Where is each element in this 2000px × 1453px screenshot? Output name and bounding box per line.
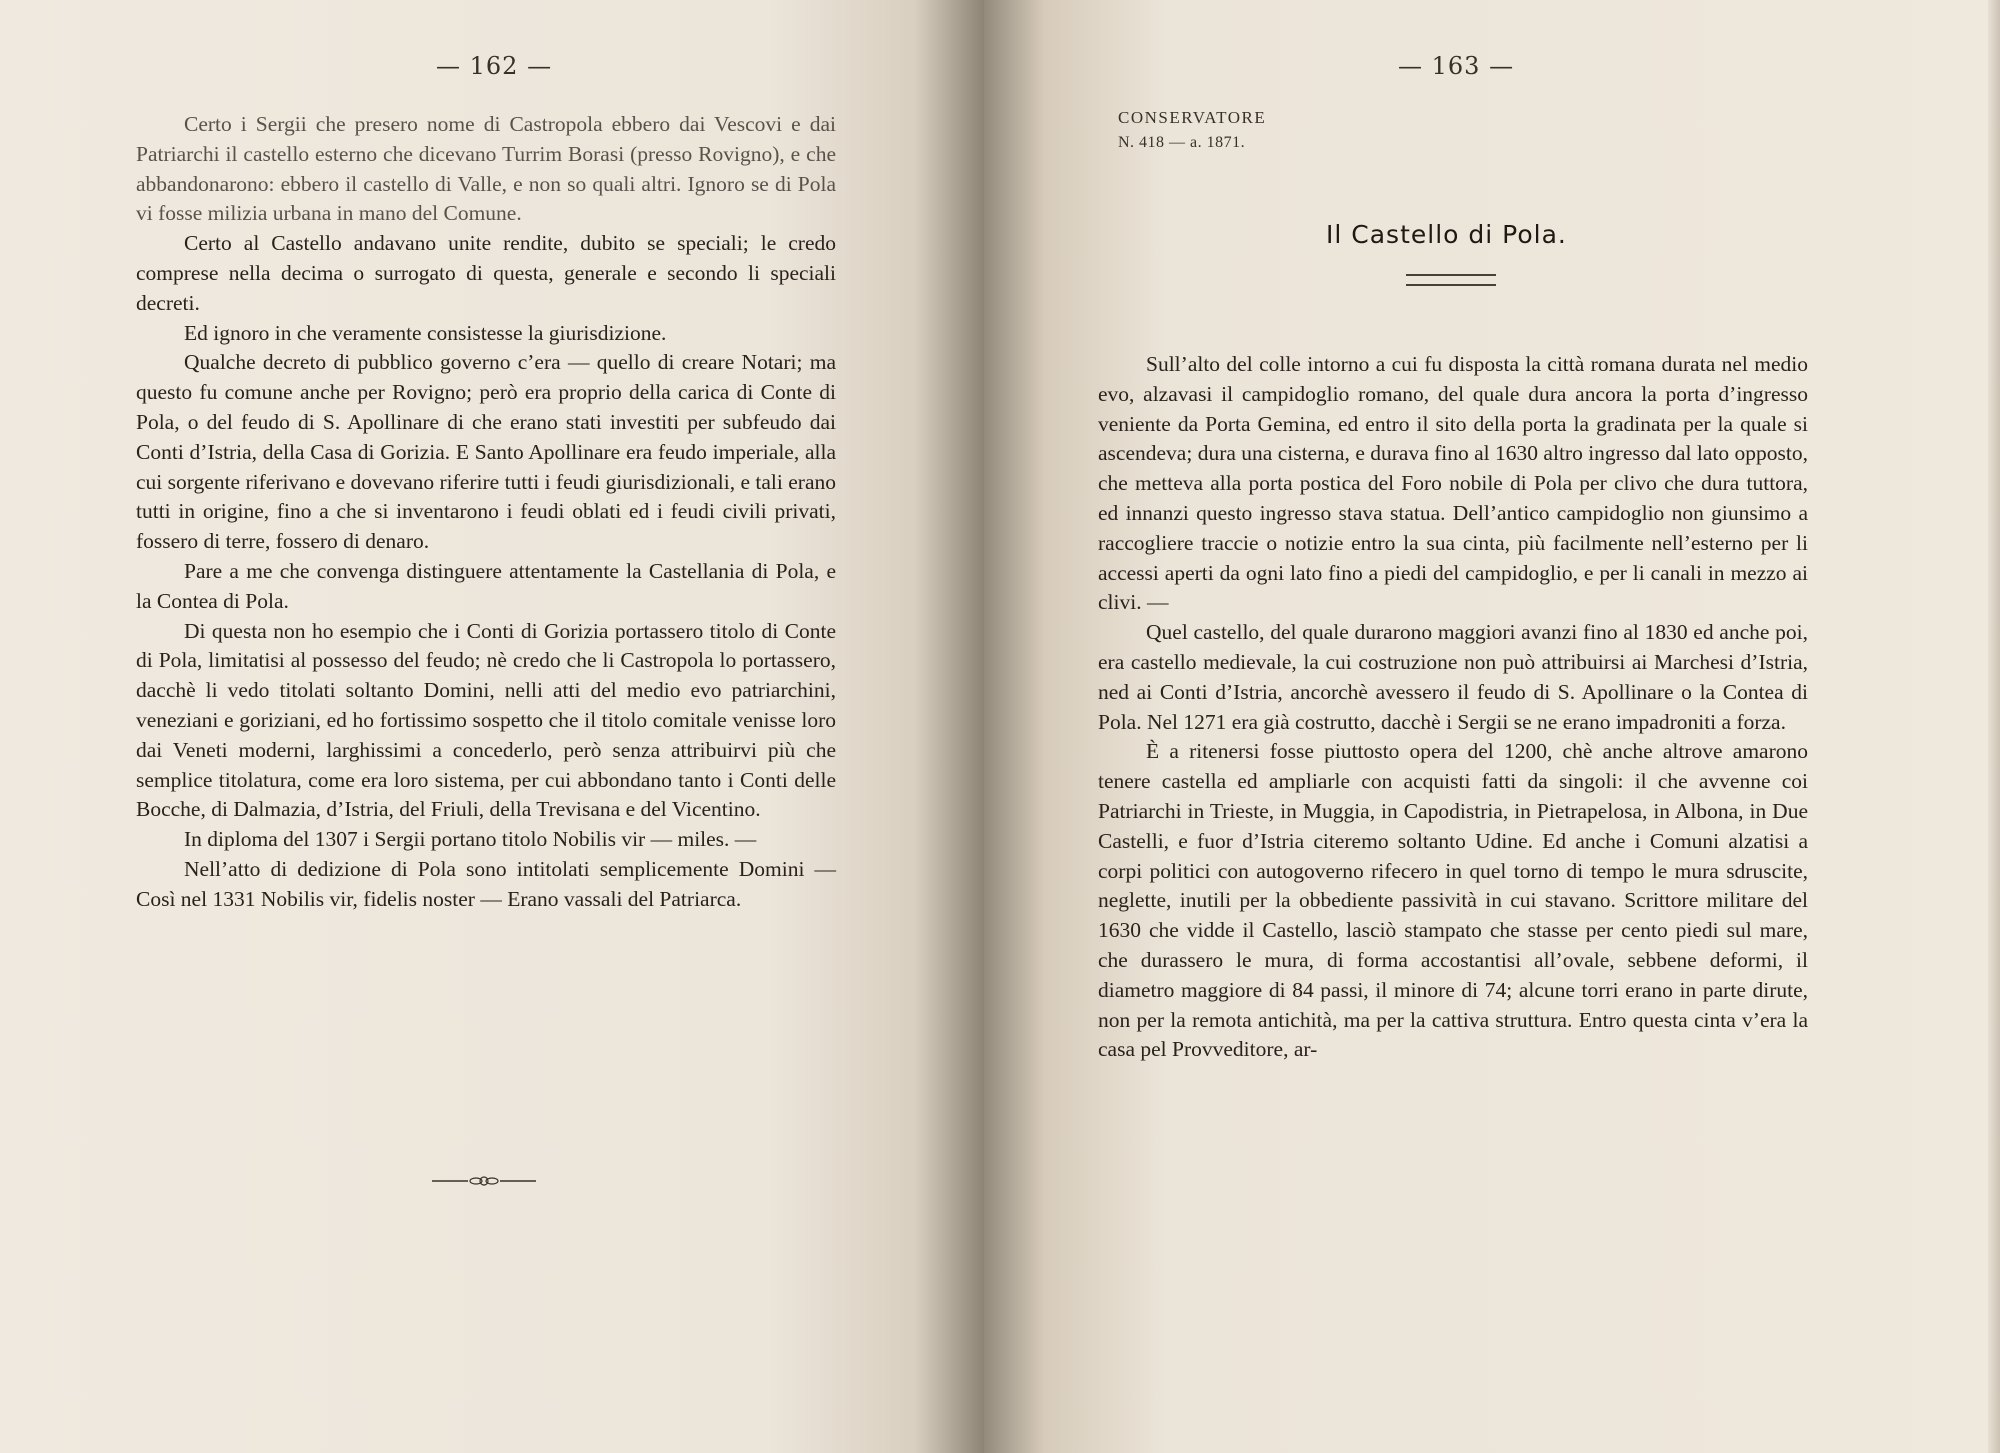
paragraph: Quel castello, del quale durarono maggiori avanzi fino al 1830 ed anche poi, era castello medievale, la cui costruzione non può attribuirsi ai Marchesi d’Istria, ned ai Conti d’Istria, ancorchè avessero il feudo di S. Apollinare o la Contea di Pola. Nel 1271 era già costrutto, dacchè i Sergii se ne erano impadroniti a forza. [1098,620,1808,734]
page-number: — 162 — [436,52,553,80]
masthead-issue: N. 418 — a. 1871. [1118,134,1246,151]
paragraph: È a ritenersi fosse piuttosto opera del 1200, chè anche altrove amarono tenere castella ed ampliarle con acquisti fatti da singoli: il che avvenne coi Patriarchi in Trieste, in Muggia, in Capodistria, in Pietrapelosa, in Albona, in Due Castelli, e fuor d’Istria citeremo soltanto Udine. Ed anche i Comuni alzatisi a corpi politici con autogoverno rifecero in quel torno di tempo le mura sdruscite, neglette, inutili per la obbediente passività in cui stavano. Scrittore militare del 1630 che vidde il Castello, lasciò stampato che stasse per cento piedi sul mare, che durassero le mura, di forma accostantisi all’ovale, sebbene deformi, il diametro maggiore di 84 passi, il minore di 74; alcune torri erano in parte dirute, non per la remota antichità, ma per la cattiva struttura. Entro questa cinta v’era la casa pel Provveditore, ar- [1098,739,1808,1062]
paragraph: Certo i Sergii che presero nome di Castropola ebbero dai Vescovi e dai Patriarchi il castello esterno che dicevano Turrim Borasi (presso Rovigno), e che abbandonarono: ebbero il castello di Valle, e non so quali altri. Ignoro se di Pola vi fosse milizia urbana in mano del Comune. [136,112,836,226]
paragraph: Certo al Castello andavano unite rendite, dubito se speciali; le credo comprese nella decima o surrogato di questa, generale e secondo li speciali decreti. [136,231,836,315]
paragraph: Sull’alto del colle intorno a cui fu disposta la città romana durata nel medio evo, alzavasi il campidoglio romano, del quale dura ancora la porta d’ingresso veniente da Porta Gemina, ed entro il sito della porta la gradinata per la quale si ascendeva; dura una cisterna, e durava fino al 1630 altro ingresso dal lato opposto, che metteva alla porta postica del Foro nobile di Pola per clivo che dura tuttora, ed innanzi questo ingresso stava statua. Dell’antico campidoglio non giunsimo a raccogliere traccie o notizie entro la sua cinta, più facilmente nell’esterno per li accessi aperti da ogni lato fino a piedi del campidoglio, e per li canali in mezzo ai clivi. — [1098,352,1808,615]
masthead [1118,108,1266,152]
paragraph: Pare a me che convenga distinguere attentamente la Castellania di Pola, e la Contea di Pola. [136,558,836,613]
page-number: — 163 — [1398,52,1515,80]
left-page [0,0,984,1453]
paragraph: Qualche decreto di pubblico governo c’era — quello di creare Notari; ma questo fu comune anche per Rovigno; però era proprio della carica di Conte di Pola, o del feudo di S. Apollinare di che erano stati investiti per subfeudo dai Conti d’Istria, della Casa di Gorizia. E Santo Apollinare era feudo imperiale, alla cui sorgente riferivano e dovevano riferire tutti i feudi giurisdizionali, e tali erano tutti in origine, fino a che si inventarono i feudi oblati ed i feudi civili privati, fossero di terre, fossero di denaro. [136,350,836,554]
right-page-body [1098,350,1808,1065]
article-title: Il Castello di Pola. [1326,220,1567,249]
paragraph: Nell’atto di dedizione di Pola sono intitolati semplicemente Domini — Così nel 1331 Nobilis vir, fidelis noster — Erano vassali del Patriarca. [136,856,836,911]
masthead-title: CONSERVATORE [1118,108,1267,127]
page-edge [1988,0,2000,1453]
paragraph: Ed ignoro in che veramente consistesse la giurisdizione. [184,320,667,345]
end-ornament-icon [432,1176,536,1186]
title-rule [1406,274,1496,286]
left-page-body [136,110,836,915]
paragraph: Di questa non ho esempio che i Conti di Gorizia portassero titolo di Conte di Pola, limitatisi al possesso del feudo; nè credo che li Castropola lo portassero, dacchè li vedo titolati soltanto Domini, nelli atti del medio evo patriarchini, veneziani e goriziani, ed ho fortissimo sospetto che il titolo comitale venisse loro dai Veneti moderni, larghissimi a concederlo, però senza attribuirvi più che semplice titolatura, come era loro sistema, per cui abbondano tanto i Conti delle Bocche, di Dalmazia, d’Istria, del Friuli, della Trevisana e del Vicentino. [136,618,836,822]
paragraph: In diploma del 1307 i Sergii portano titolo Nobilis vir — miles. — [184,827,757,852]
